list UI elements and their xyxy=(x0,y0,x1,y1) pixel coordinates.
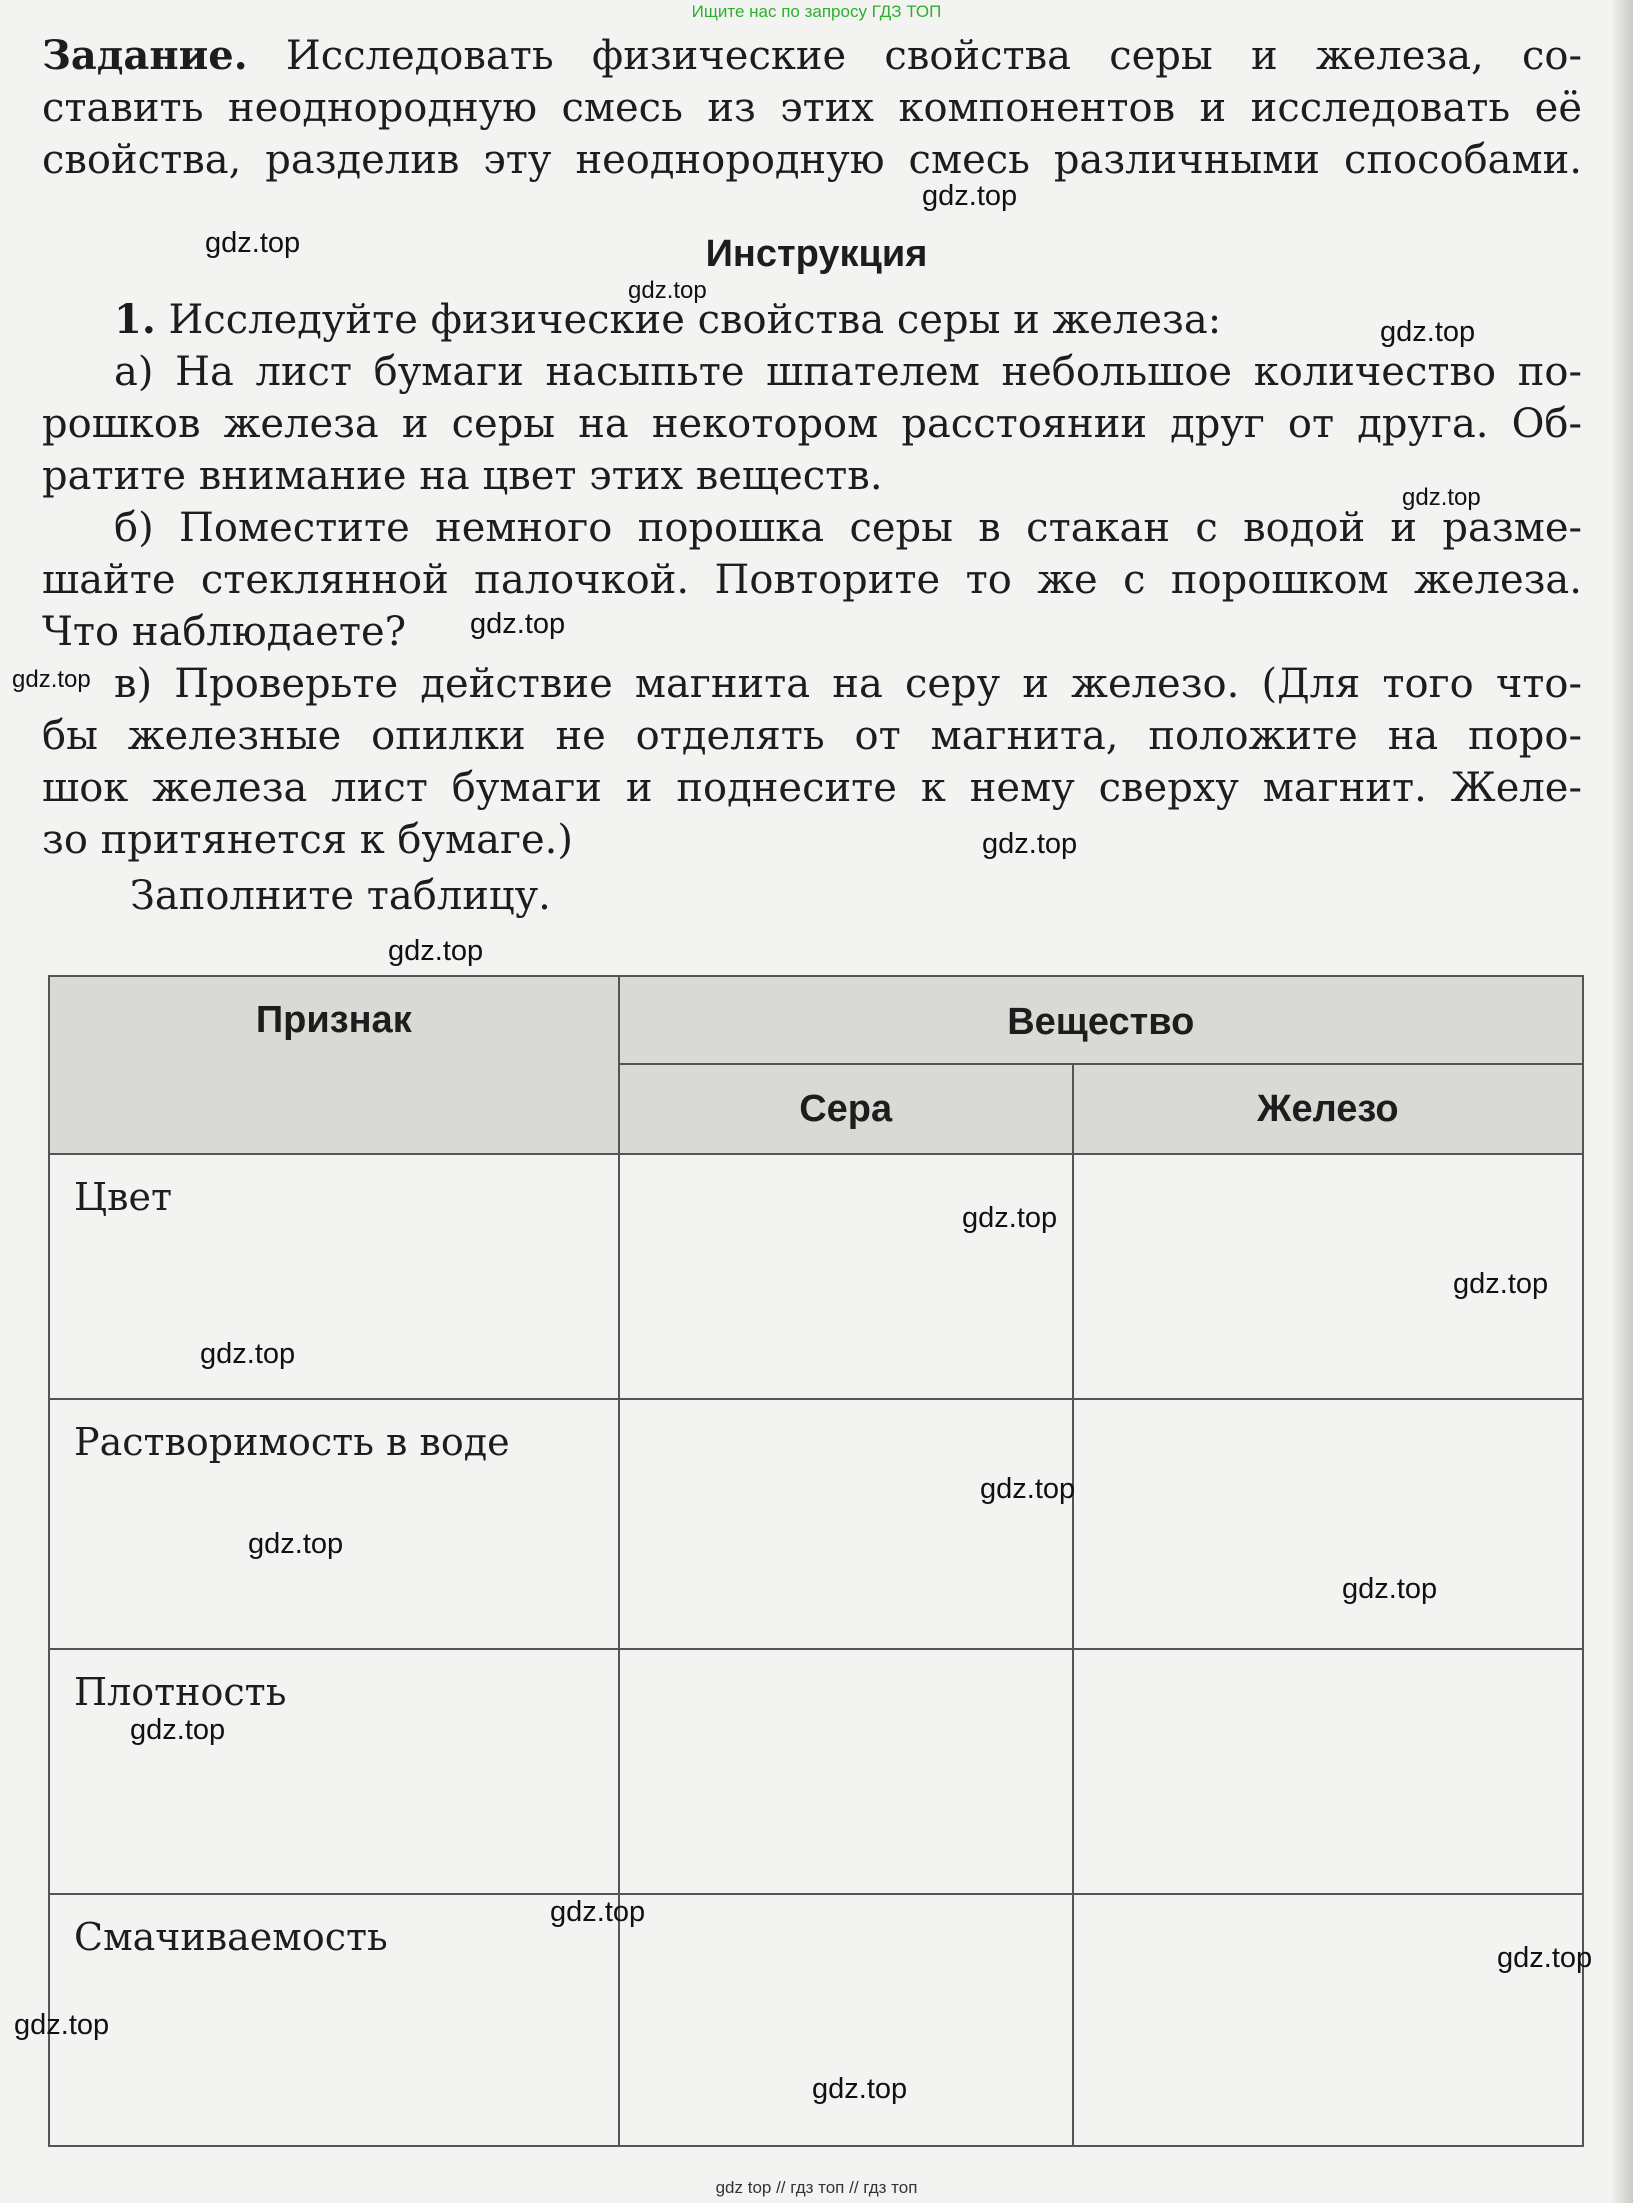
task-label: Задание. xyxy=(42,32,248,79)
properties-table xyxy=(48,975,1584,2147)
table-row-solubility xyxy=(49,1399,1583,1649)
step-1-number: 1. xyxy=(114,296,156,343)
task-line-1: Исследовать физические свойства серы и железа, со- xyxy=(285,33,1582,79)
step-1b xyxy=(42,502,1582,658)
row-label-wettability: Смачиваемость xyxy=(49,1894,619,2146)
fill-table-text: Заполните таблицу. xyxy=(130,873,551,919)
step-1-title-text: Исследуйте физические свойства серы и железа: xyxy=(168,297,1222,343)
step-1v xyxy=(42,658,1582,866)
watermark: gdz.top xyxy=(628,277,707,304)
step-1-title xyxy=(42,294,1582,346)
watermark: gdz.top xyxy=(14,2009,110,2041)
task-line-2: ставить неоднородную смесь из этих компонентов и исследовать её xyxy=(42,85,1582,131)
watermark: gdz.top xyxy=(1380,316,1476,348)
watermark: gdz.top xyxy=(812,2073,908,2105)
watermark: gdz.top xyxy=(980,1473,1076,1505)
page-edge-shadow xyxy=(1611,0,1633,2203)
step-1b-line-2: шайте стеклянной палочкой. Повторите то же с порошком железа. xyxy=(42,557,1582,603)
cell-wettability-iron[interactable] xyxy=(1073,1894,1583,2146)
watermark: gdz.top xyxy=(1342,1573,1438,1605)
cell-solubility-iron[interactable] xyxy=(1073,1399,1583,1649)
step-1v-line-3: шок железа лист бумаги и поднесите к нему сверху магнит. Желе- xyxy=(42,765,1582,811)
row-label-solubility: Растворимость в воде xyxy=(49,1399,619,1649)
bottom-banner[interactable]: gdz top // гдз топ // гдз топ xyxy=(715,2178,918,2197)
fill-table-instruction xyxy=(42,870,1582,922)
table-row-density xyxy=(49,1649,1583,1894)
header-property: Признак xyxy=(49,976,619,1154)
step-1v-line-4: зо притянется к бумаге.) xyxy=(42,817,573,863)
table-row-wettability xyxy=(49,1894,1583,2146)
step-1a xyxy=(42,346,1582,502)
watermark: gdz.top xyxy=(470,608,566,640)
cell-color-sulfur[interactable] xyxy=(619,1154,1073,1399)
watermark: gdz.top xyxy=(1453,1268,1549,1300)
step-1v-line-1: в) Проверьте действие магнита на серу и железо. (Для того что- xyxy=(114,661,1582,707)
watermark: gdz.top xyxy=(1402,484,1481,511)
task-paragraph xyxy=(42,30,1582,186)
watermark: gdz.top xyxy=(550,1896,646,1928)
watermark: gdz.top xyxy=(248,1528,344,1560)
watermark: gdz.top xyxy=(130,1714,226,1746)
header-iron: Железо xyxy=(1073,1064,1583,1154)
cell-solubility-sulfur[interactable] xyxy=(619,1399,1076,1649)
watermark: gdz.top xyxy=(205,227,301,259)
step-1v-line-2: бы железные опилки не отделять от магнита, положите на поро- xyxy=(42,713,1582,759)
watermark: gdz.top xyxy=(388,935,484,967)
watermark: gdz.top xyxy=(200,1338,296,1370)
instruction-heading: Инструкция xyxy=(705,233,928,275)
top-banner[interactable]: Ищите нас по запросу ГДЗ ТОП xyxy=(691,2,942,21)
watermark: gdz.top xyxy=(962,1202,1058,1234)
watermark: gdz.top xyxy=(982,828,1078,860)
step-1a-line-2: рошков железа и серы на некотором расстоянии друг от друга. Об- xyxy=(42,401,1582,447)
watermark: gdz.top xyxy=(1497,1942,1593,1974)
row-label-color: Цвет xyxy=(49,1154,619,1399)
task-line-3: свойства, разделив эту неоднородную смесь различными способами. xyxy=(42,137,1582,183)
cell-density-iron[interactable] xyxy=(1073,1649,1583,1894)
row-label-density: Плотность xyxy=(49,1649,619,1894)
header-substance: Вещество xyxy=(619,976,1583,1064)
step-1b-line-1: б) Поместите немного порошка серы в стакан с водой и разме- xyxy=(114,505,1582,551)
step-1a-line-1: а) На лист бумаги насыпьте шпателем небольшое количество по- xyxy=(114,349,1582,395)
cell-density-sulfur[interactable] xyxy=(619,1649,1073,1894)
watermark: gdz.top xyxy=(922,180,1018,212)
cell-wettability-sulfur[interactable] xyxy=(619,1894,1073,2146)
watermark: gdz.top xyxy=(12,666,91,693)
header-sulfur: Сера xyxy=(619,1064,1073,1154)
step-1b-line-3: Что наблюдаете? xyxy=(42,609,407,655)
step-1a-line-3: ратите внимание на цвет этих веществ. xyxy=(42,453,883,499)
